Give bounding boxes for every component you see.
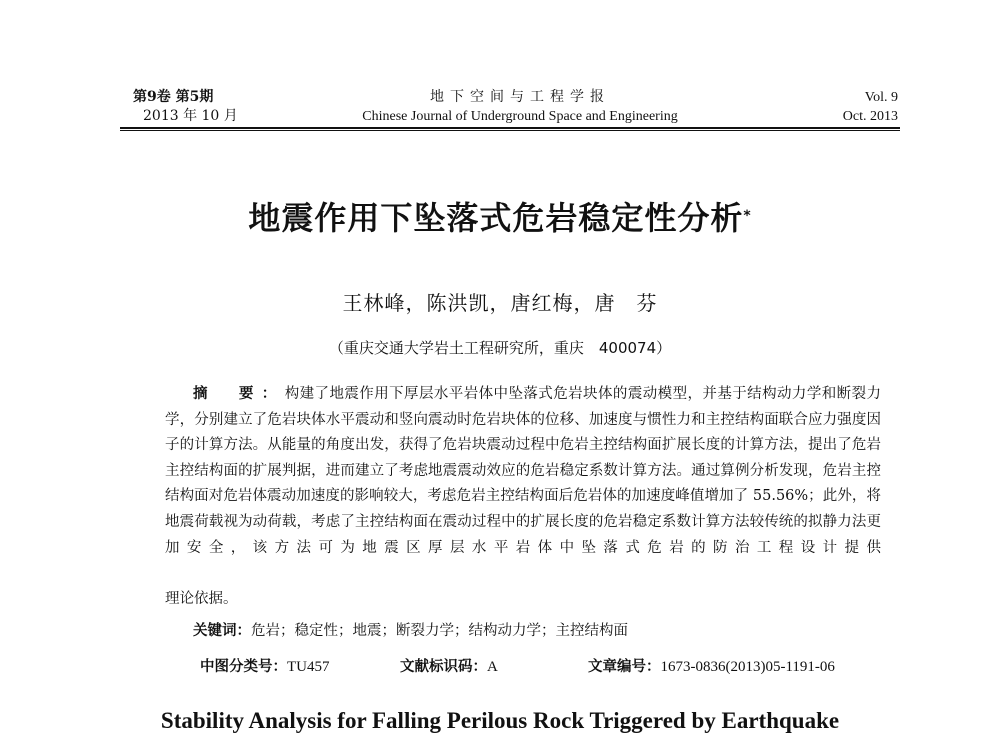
clc-value: TU457 — [287, 659, 330, 675]
keywords — [193, 619, 893, 643]
classification-line — [200, 655, 900, 679]
volume-issue-cn: 第9卷 第5期 — [133, 89, 214, 105]
header-rule-thick — [120, 127, 900, 129]
clc-number — [200, 655, 330, 679]
article-title-cn — [100, 196, 900, 240]
journal-name-cn: 地下空间与工程学报 — [430, 89, 610, 105]
journal-name — [300, 88, 740, 126]
header-rule-thin — [120, 130, 900, 131]
doc-code-value: A — [487, 659, 498, 675]
doc-code-label: 文献标识码： — [400, 659, 487, 675]
author-affiliation: （重庆交通大学岩土工程研究所，重庆 400074） — [328, 339, 672, 357]
article-number — [588, 655, 835, 679]
clc-label: 中图分类号： — [200, 659, 287, 675]
journal-name-en: Chinese Journal of Underground Space and Engineering — [362, 109, 678, 124]
article-no-value: 1673-0836(2013)05-1191-06 — [660, 659, 835, 675]
title-text: 地震作用下坠落式危岩稳定性分析 — [248, 199, 744, 237]
volume-en: Vol. 9 — [864, 90, 898, 105]
title-footnote-marker: * — [743, 208, 752, 224]
keywords-text: 危岩；稳定性；地震；断裂力学；结构动力学；主控结构面 — [251, 623, 628, 639]
abstract — [165, 382, 881, 561]
document-code — [400, 655, 498, 679]
abstract-text: 构建了地震作用下厚层水平岩体中坠落式危岩块体的震动模型，并基于结构动力学和断裂力学，分别建立了危岩块体水平震动和竖向震动时危岩块体的位移、加速度与惯性力和主控结构面联合应力强度因子的计算方法。从能量的角度出发，获得了危岩块震动过程中危岩主控结构面扩展长度的计算方法，提出了危岩主控结构面的扩展判据，进而建立了考虑地震震动效应的危岩稳定系数计算方法。通过算例分析发现，危岩主控结构面对危岩体震动加速度的影响较大，考虑危岩主控结构面后危岩体的加速度峰值增加了 55.56%；此外，将地震荷载视为动荷载，考虑了主控结构面在震动过程中的扩展长度的危岩稳定系数计算方法较传统的拟静力法更加安全，该方法可为地震区厚层水平岩体中坠落式危岩的防治工程设计提供 — [165, 386, 882, 556]
keywords-label: 关键词： — [193, 623, 251, 639]
date-en: Oct. 2013 — [842, 109, 898, 124]
journal-issue-info — [133, 88, 283, 126]
date-cn: 2013 年 10 月 — [143, 108, 238, 124]
author-list: 王林峰，陈洪凯，唐红梅，唐 芬 — [342, 291, 658, 315]
abstract-label: 摘 要： — [193, 386, 285, 402]
journal-volume-en — [800, 88, 898, 126]
article-title-en: Stability Analysis for Falling Perilous Rock Triggered by Earthquake — [160, 708, 840, 733]
abstract-tail: 理论依据。 — [165, 591, 238, 607]
article-no-label: 文章编号： — [588, 659, 661, 675]
